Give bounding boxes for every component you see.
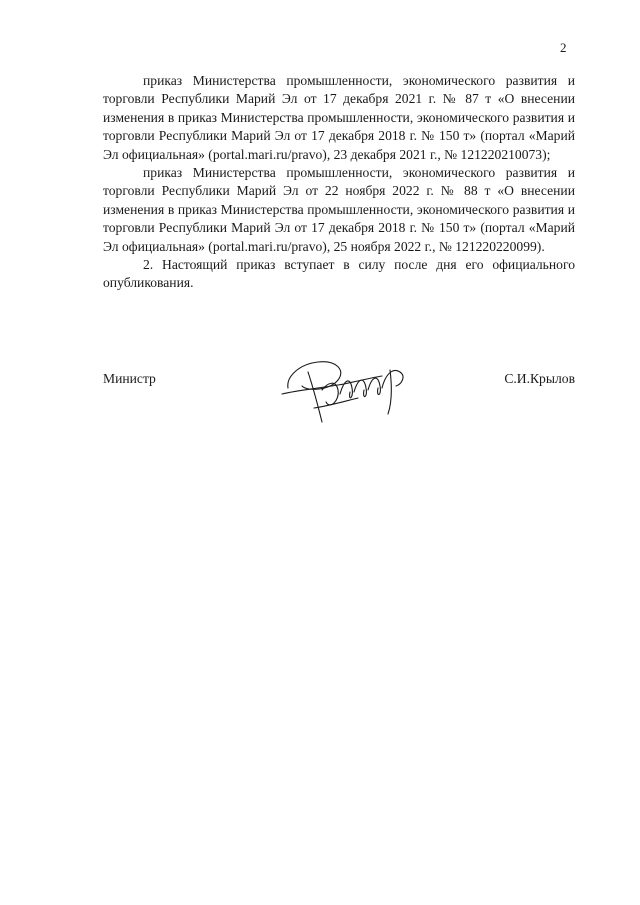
page-number: 2 — [560, 40, 567, 55]
signer-title: Министр — [103, 371, 156, 386]
paragraph-amendment-2021: приказ Министерства промышленности, экономического развития и торговли Республики Марий Эл от 17 декабря 2021 г. № 87 т «О внесении изменения в приказ Министерства промышленности, экономического развития и торговли Республики Марий Эл от 17 декабря 2018 г. № 150 т» (портал «Марий Эл официальная» (portal.mari.ru/pravo), 23 декабря 2021 г., № 121220210073); — [103, 73, 575, 162]
document-body — [103, 72, 575, 293]
paragraph-effective-date: 2. Настоящий приказ вступает в силу после дня его официального опубликования. — [103, 257, 575, 291]
handwritten-signature — [278, 350, 418, 428]
paragraph-amendment-2022: приказ Министерства промышленности, экономического развития и торговли Республики Марий Эл от 22 ноября 2022 г. № 88 т «О внесении изменения в приказ Министерства промышленности, экономического развития и торговли Республики Марий Эл от 17 декабря 2018 г. № 150 т» (портал «Марий Эл официальная» (portal.mari.ru/pravo), 25 ноября 2022 г., № 121220220099). — [103, 165, 575, 254]
signature-block — [103, 350, 575, 430]
signer-name: С.И.Крылов — [504, 371, 575, 386]
